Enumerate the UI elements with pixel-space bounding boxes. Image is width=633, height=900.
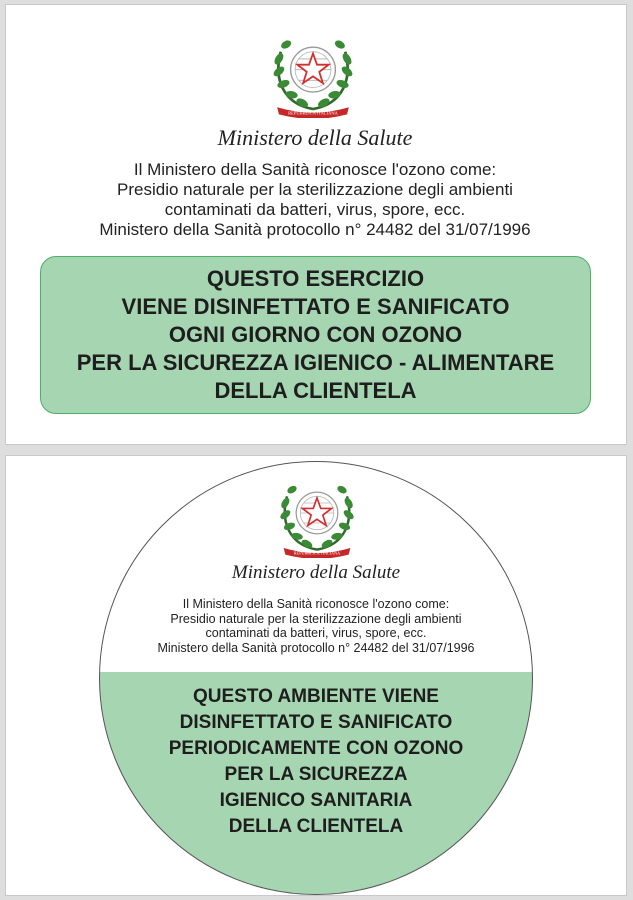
info-line: Presidio naturale per la sterilizzazione degli ambienti [117, 180, 513, 199]
italian-republic-emblem-icon [274, 478, 360, 558]
banner-line: DISINFETTATO E SANIFICATO [179, 712, 453, 733]
info-line: Il Ministero della Sanità riconosce l'ozono come: [182, 597, 450, 611]
sanitization-banner [40, 256, 591, 414]
banner-line: PER LA SICUREZZA IGIENICO - ALIMENTARE [76, 350, 555, 375]
banner-line: DELLA CLIENTELA [214, 378, 417, 403]
banner-line: VIENE DISINFETTATO E SANIFICATO [121, 294, 510, 319]
info-line: Ministero della Sanità protocollo n° 24482 del 31/07/1996 [157, 640, 475, 655]
banner-line: OGNI GIORNO CON OZONO [168, 322, 463, 347]
info-line: contaminati da batteri, virus, spore, ecc. [205, 626, 427, 640]
info-line: Il Ministero della Sanità riconosce l'ozono come: [133, 160, 497, 179]
banner-line: QUESTO ESERCIZIO [206, 266, 425, 291]
banner-line: IGIENICO SANITARIA [219, 790, 413, 811]
banner-line: DELLA CLIENTELA [228, 816, 404, 837]
banner-line: PERIODICAMENTE CON OZONO [168, 738, 464, 759]
banner-line: PER LA SICUREZZA [224, 764, 408, 785]
svg-text:REPUBBLICA ITALIANA: REPUBBLICA ITALIANA [288, 110, 338, 116]
banner-line: QUESTO AMBIENTE VIENE [193, 686, 439, 707]
ministry-name: Ministero della Salute [231, 562, 401, 583]
italian-republic-emblem-icon [268, 32, 358, 118]
info-line: Presidio naturale per la sterilizzazione degli ambienti [170, 611, 462, 626]
svg-text:REPUBBLICA ITALIANA: REPUBBLICA ITALIANA [293, 550, 341, 556]
ozone-info-text [40, 160, 590, 240]
ozone-info-text [116, 597, 516, 655]
sanitization-banner [116, 684, 516, 840]
info-line: Ministero della Sanità protocollo n° 24482 del 31/07/1996 [99, 220, 531, 239]
ministry-name: Ministero della Salute [217, 125, 413, 150]
info-line: contaminati da batteri, virus, spore, ecc. [164, 200, 466, 219]
